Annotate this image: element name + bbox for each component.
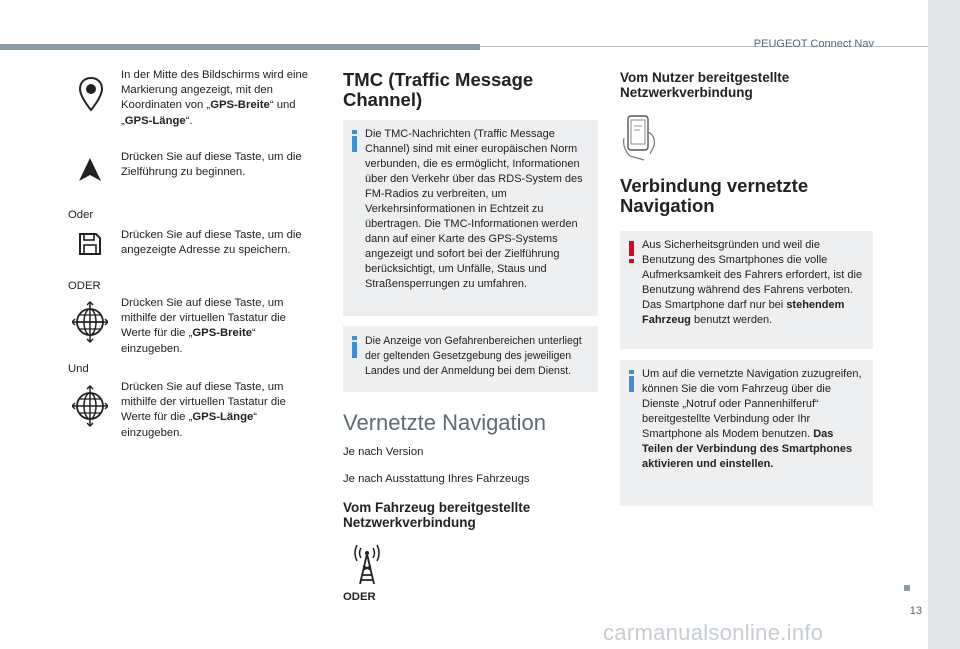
item-save-address-text: Drücken Sie auf diese Taste, um die angezeigte Adresse zu speichern. [121,229,302,257]
tmc-info-text: Die TMC-Nachrichten (Traffic Message Channel) sind mit einer europäischen Norm verbunden, die es ermöglicht, Informationen über den Verkehr über das RDS-System des FM-Radios zu verbreiten, um Verkehrsinformationen in Echtzeit zu übertragen. Die TMC-Informationen werden dann auf einer Karte des GPS-Systems angezeigt und sofort bei der Zielführung berücksichtigt, um Unfälle, Staus und Straßensperrungen zu umfahren. [365,128,583,290]
tmc-title: TMC (Traffic Message Channel) [343,69,534,110]
watermark: carmanualsonline.info [603,620,824,645]
globe-icon [72,300,108,344]
page-header-title: PEUGEOT Connect Nav [753,38,874,50]
separator-oder-caps: ODER [68,280,101,292]
hazard-info-box [343,326,598,392]
connected-navigation-title: Verbindung vernetzte Navigation [620,175,809,216]
oder-label: ODER [343,591,376,603]
header-bar [0,44,480,50]
info-icon [628,370,636,392]
section-title-connected-navigation: Vernetzte Navigation [343,410,547,435]
hazard-info-text: Die Anzeige von Gefahrenbereichen unterliegt der geltenden Gesetzgebung des jeweiligen Landes und der Anmeldung bei dem Dienst. [365,335,582,377]
separator-oder: Oder [68,209,94,221]
separator-und: Und [68,363,89,375]
tmc-info-box [343,120,598,316]
safety-warning-text: Aus Sicherheitsgründen und weil die Benutzung des Smartphones die volle Aufmerksamkeit des Fahrers erfordert, ist die Benutzung während des Fahrens verboten. Das Smartphone darf nur bei stehendem Fahrzeug benutzt werden. [642,239,863,326]
globe-icon [72,384,108,428]
navigation-arrow-icon [78,157,102,183]
item-start-guidance-text: Drücken Sie auf diese Taste, um die Zielführung zu beginnen. [121,151,302,179]
antenna-icon [350,544,384,586]
item-coordinates-text: In der Mitte des Bildschirms wird eine Markierung angezeigt, mit den Koordinaten von „GPS-Breite“ und „GPS-Länge“. [121,69,309,127]
map-pin-icon [78,76,104,112]
connection-info-text: Um auf die vernetzte Navigation zuzugreifen, können Sie die vom Fahrzeug über die Dienste „Notruf oder Pannenhilferuf“ bereitgestellte Verbindung oder Ihr Smartphone als Modem benutzen. Das Teilen der Verbindung des Smartphones aktivieren und einstellen. [642,368,862,470]
version-note: Je nach Version [343,446,424,458]
info-icon [351,130,359,152]
end-marker [904,585,910,591]
page-edge-strip [928,0,960,649]
item-latitude-input-text: Drücken Sie auf diese Taste, um mithilfe der virtuellen Tastatur die Werte für die „GPS-Breite“ einzugeben. [121,297,286,355]
safety-warning-box [620,231,873,349]
smartphone-hand-icon [620,112,664,162]
info-icon [351,336,359,358]
connection-info-box [620,360,873,506]
save-icon [78,232,102,256]
equipment-note: Je nach Ausstattung Ihres Fahrzeugs [343,473,530,485]
user-network-title: Vom Nutzer bereitgestellte Netzwerkverbindung [620,70,790,100]
vehicle-network-title: Vom Fahrzeug bereitgestellte Netzwerkverbindung [343,500,531,530]
item-longitude-input-text: Drücken Sie auf diese Taste, um mithilfe der virtuellen Tastatur die Werte für die „GPS-Länge“ einzugeben. [121,381,286,439]
page-number: 13 [909,605,922,617]
warning-icon [628,241,636,263]
